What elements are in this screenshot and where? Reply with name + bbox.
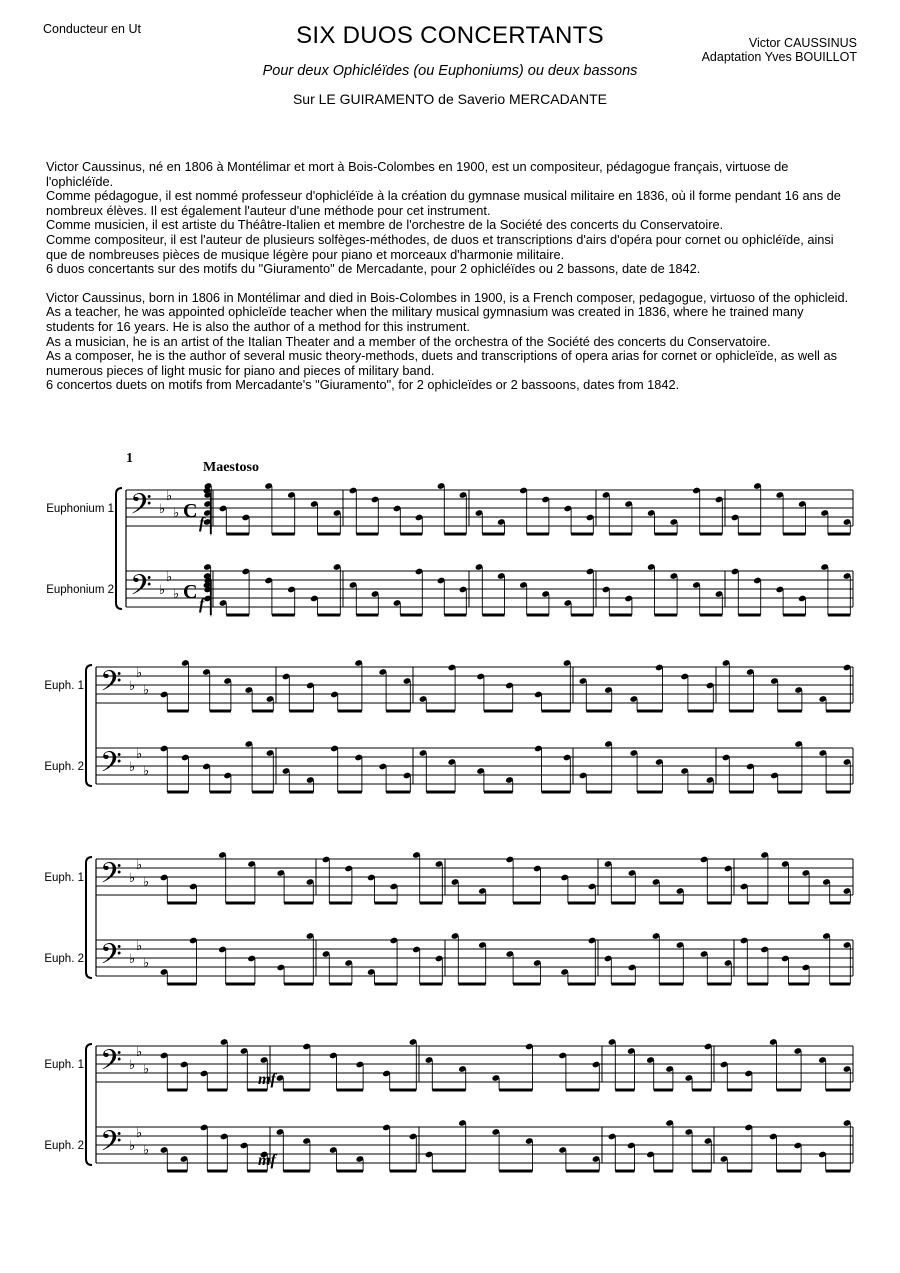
bio-line: Victor Caussinus, né en 1806 à Montélimar et mort à Bois-Colombes en 1900, est un compositeur, pédagogue français, virtuose de l'ophicléïde. (46, 159, 789, 189)
system-bracket (86, 1044, 92, 1165)
instrument-label: Euphonium 2 (46, 584, 114, 596)
bio-line: Comme musicien, il est artiste du Théâtre-Italien et membre de l'orchestre de la Société des concerts du Conservatoire. (46, 217, 724, 233)
time-signature: C (183, 581, 198, 603)
flat-icon: ♭ (143, 1062, 150, 1077)
staff-part-1 (44, 851, 853, 903)
dynamic-marking: mf (258, 1152, 276, 1169)
flat-icon: ♭ (173, 587, 180, 602)
bio-line: Comme compositeur, il est l'auteur de plusieurs solfèges-méthodes, de duos et transcriptions d'airs d'opéra pour cornet ou ophicléïde, ainsi que de nombreuses pièces de musique légère pour piano et morceaux d'harmonie militaire. (46, 231, 834, 262)
flat-icon: ♭ (143, 1143, 150, 1158)
bio-line: As a teacher, he was appointed ophicleïde teacher when the military musical gymnasium was created in 1836, where he trained many students for 16 years. He is also the author of a method for this instrument. (46, 304, 804, 334)
system-1 (46, 482, 853, 615)
flat-icon: ♭ (136, 666, 143, 681)
bio-line: As a musician, he is an artist of the Italian Theater and a member of the orchestra of the Société des concerts du Conservatoire. (46, 333, 771, 349)
bio-line: 6 concertos duets on motifs from Mercadante's "Giuramento", for 2 ophicleïdes or 2 bassoons, dates from 1842. (46, 377, 680, 393)
bass-clef-icon: 𝄢 (130, 488, 152, 528)
flat-icon: ♭ (136, 939, 143, 954)
bass-clef-icon: 𝄢 (100, 1125, 122, 1165)
flat-icon: ♭ (129, 679, 136, 694)
flat-icon: ♭ (129, 1058, 136, 1073)
instrument-label: Euph. 2 (44, 953, 84, 965)
flat-icon: ♭ (143, 683, 150, 698)
subtitle: Pour deux Ophicléïdes (ou Euphoniums) ou deux bassons (262, 63, 638, 79)
flat-icon: ♭ (136, 858, 143, 873)
dynamic-marking: f (199, 515, 205, 532)
flat-icon: ♭ (166, 570, 173, 585)
system-2 (44, 659, 853, 792)
bio-line: As a composer, he is the author of several music theory-methods, duets and transcriptions of opera arias for cornet or ophicleïde, as well as numerous pieces of light music for piano and pieces of military band. (46, 348, 837, 378)
movement-number: 1 (126, 451, 133, 466)
bass-clef-icon: 𝄢 (100, 746, 122, 786)
flat-icon: ♭ (166, 489, 173, 504)
staff-part-1 (44, 1038, 853, 1090)
bass-clef-icon: 𝄢 (100, 665, 122, 705)
flat-icon: ♭ (143, 956, 150, 971)
system-bracket (116, 488, 122, 609)
bio-line: Victor Caussinus, born in 1806 in Montélimar and died in Bois-Colombes in 1900, is a French composer, pedagogue, virtuoso of the ophicleid. (46, 289, 849, 305)
flat-icon: ♭ (173, 506, 180, 521)
bio-line: 6 duos concertants sur des motifs du "Giuramento" de Mercadante, pour 2 ophicléïdes ou 2 bassons, date de 1842. (46, 261, 701, 277)
flat-icon: ♭ (136, 1045, 143, 1060)
system-bracket (86, 857, 92, 978)
instrument-label: Euph. 1 (44, 872, 84, 884)
subtitle-source: Sur LE GUIRAMENTO de Saverio MERCADANTE (292, 91, 608, 107)
system-4 (44, 1038, 853, 1171)
flat-icon: ♭ (129, 760, 136, 775)
flat-icon: ♭ (129, 1139, 136, 1154)
bio-line: Comme pédagogue, il est nommé professeur d'ophicléïde à la création du gymnase musical militaire en 1836, où il forme pendant 16 ans de nombreux élèves. Il est également l'auteur d'une méthode pour cet instrument. (46, 188, 841, 218)
flat-icon: ♭ (129, 952, 136, 967)
staff-part-2 (44, 1119, 853, 1171)
instrument-label: Euph. 1 (44, 1059, 84, 1071)
flat-icon: ♭ (159, 502, 166, 517)
bass-clef-icon: 𝄢 (100, 1044, 122, 1084)
conductor-label: Conducteur en Ut (43, 22, 141, 36)
arranger-name: Adaptation Yves BOUILLOT (701, 50, 857, 64)
composer-name: Victor CAUSSINUS (748, 36, 857, 50)
staff-part-1 (46, 482, 853, 534)
flat-icon: ♭ (143, 875, 150, 890)
staff-part-1 (44, 659, 853, 711)
flat-icon: ♭ (136, 1126, 143, 1141)
system-bracket (86, 665, 92, 786)
instrument-label: Euph. 2 (44, 761, 84, 773)
bass-clef-icon: 𝄢 (100, 857, 122, 897)
staff-part-2 (44, 740, 853, 792)
flat-icon: ♭ (159, 583, 166, 598)
dynamic-marking: mf (258, 1071, 276, 1088)
bass-clef-icon: 𝄢 (100, 938, 122, 978)
instrument-label: Euph. 2 (44, 1140, 84, 1152)
staff-part-2 (44, 932, 853, 984)
time-signature: C (183, 500, 198, 522)
score-systems (44, 482, 853, 1171)
tempo-marking: Maestoso (203, 460, 259, 475)
instrument-label: Euph. 1 (44, 680, 84, 692)
flat-icon: ♭ (136, 747, 143, 762)
page-title: SIX DUOS CONCERTANTS (296, 22, 604, 49)
flat-icon: ♭ (143, 764, 150, 779)
bass-clef-icon: 𝄢 (130, 569, 152, 609)
staff-part-2 (46, 563, 853, 615)
flat-icon: ♭ (129, 871, 136, 886)
system-3 (44, 851, 853, 984)
dynamic-marking: f (199, 596, 205, 613)
instrument-label: Euphonium 1 (46, 503, 114, 515)
